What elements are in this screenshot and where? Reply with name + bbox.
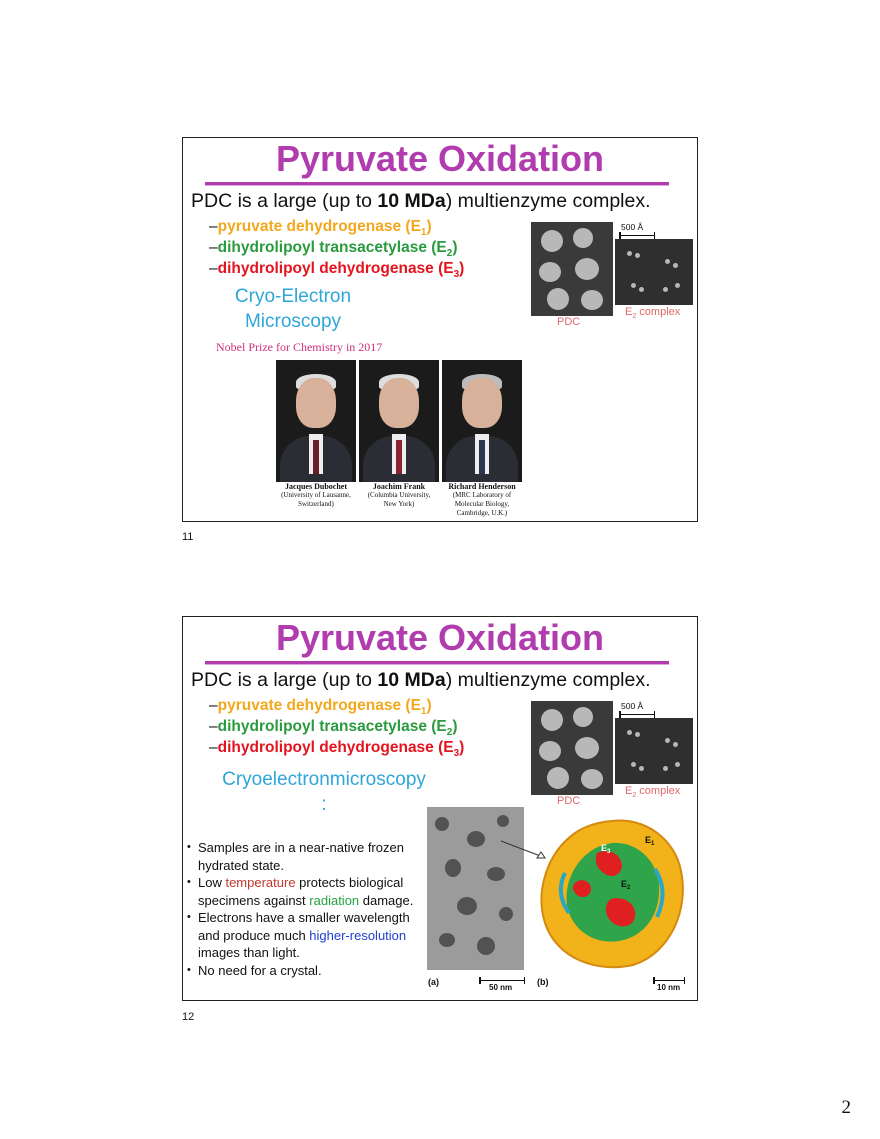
bullet-item xyxy=(187,962,432,980)
enzyme-e3-name: dihydrolipoyl dehydrogenase (E xyxy=(217,739,454,756)
title-underline xyxy=(205,182,669,186)
laureate-affiliation: (Columbia University, xyxy=(367,491,431,499)
enzyme-e3-name: dihydrolipoyl dehydrogenase (E xyxy=(217,260,454,277)
bullet-text: Samples are in a near-native frozen hydrated state. xyxy=(198,840,404,873)
enzyme-e3: –dihydrolipoyl dehydrogenase $(E_3)$ xyxy=(209,739,465,760)
intro-text xyxy=(191,669,651,692)
bullet-item xyxy=(187,909,432,962)
intro-bold: 10 MDa xyxy=(377,669,446,691)
pdc-micrograph xyxy=(531,222,613,316)
cryo-line2: Microscopy xyxy=(244,311,342,332)
enzyme-e1: –pyruvate dehydrogenase $(E_1)$ xyxy=(209,697,432,718)
slide-title: Pyruvate Oxidation xyxy=(275,617,605,658)
e2-label-post: complex xyxy=(636,785,681,797)
laureate-affiliation: (MRC Laboratory of xyxy=(452,491,512,499)
enzyme-e3-close: ) xyxy=(459,260,465,277)
laureate-affiliation: Molecular Biology, xyxy=(454,500,510,508)
pdc-micrograph xyxy=(531,701,613,795)
bullet-highlight: temperature xyxy=(225,875,296,890)
e2-label-sub: 2 xyxy=(632,792,637,800)
cryo-em-micrograph xyxy=(427,807,524,970)
slide-11-number: 11 xyxy=(182,531,194,543)
figure-b-label: (b) xyxy=(537,977,549,987)
enzyme-e2-close: ) xyxy=(452,718,458,735)
enzyme-e2-sub: 2 xyxy=(446,727,453,739)
cryo-heading xyxy=(213,767,435,817)
e2-complex-micrograph xyxy=(615,239,693,305)
slide-title: Pyruvate Oxidation xyxy=(275,138,605,179)
enzyme-e2-name: dihydrolipoyl transacetylase (E xyxy=(217,718,447,735)
bullet-highlight: radiation xyxy=(309,892,360,908)
enzyme-e3-close: ) xyxy=(459,739,465,756)
laureate-name: Jacques Dubochet xyxy=(284,482,347,491)
e2-complex-label xyxy=(625,306,680,320)
laureate-1 xyxy=(276,482,356,509)
laureate-2 xyxy=(359,482,439,509)
pdc-label: PDC xyxy=(557,316,581,328)
laureate-affiliation: Switzerland) xyxy=(298,500,334,508)
e2-label-post: complex xyxy=(636,306,681,318)
e2-label-pre: E xyxy=(625,306,633,318)
e2-label-pre: E xyxy=(625,785,633,797)
scale-b-label: 10 nm xyxy=(657,983,681,992)
slide-11 xyxy=(182,137,698,522)
e2-complex-label xyxy=(625,785,680,799)
figure-a-label: (a) xyxy=(428,977,439,987)
enzyme-e1-close: ) xyxy=(426,218,432,235)
slide-12 xyxy=(182,616,698,1001)
page-number: 2 xyxy=(841,1097,851,1118)
model-e1-label: $E_1$ xyxy=(645,835,655,847)
laureate-affiliation: New York) xyxy=(383,500,415,508)
enzyme-e3-sub: 3 xyxy=(453,269,460,281)
intro-pre: PDC is a large (up to xyxy=(191,669,378,691)
portrait-henderson xyxy=(442,360,522,482)
bullet-text: images than light. xyxy=(198,945,300,960)
bullet-text: damage. xyxy=(359,892,414,908)
bullet-item xyxy=(187,839,432,874)
enzyme-e1-sub: 1 xyxy=(420,706,427,718)
scale-label: 500 Å xyxy=(621,222,644,232)
scale-a-label: 50 nm xyxy=(489,983,513,992)
bullet-item xyxy=(187,874,432,909)
enzyme-e1-sub: 1 xyxy=(420,227,427,239)
bullet-text: Electrons have a smaller wavelength and produce much xyxy=(198,910,410,943)
cryo-line1: Cryo-Electron xyxy=(234,286,352,307)
bullet-text: protects biological specimens against xyxy=(198,875,404,908)
laureate-name: Richard Henderson xyxy=(448,482,516,491)
title-underline xyxy=(205,661,669,665)
model-e2-label: $E_2$ xyxy=(621,879,631,891)
nobel-caption: Nobel Prize for Chemistry in 2017 xyxy=(216,340,383,354)
enzyme-e1-close: ) xyxy=(426,697,432,714)
scale-bar-a xyxy=(479,980,525,981)
portrait-frank xyxy=(359,360,439,482)
enzyme-e3-sub: 3 xyxy=(453,748,460,760)
laureate-affiliation: Cambridge, U.K.) xyxy=(456,509,508,517)
pdc-label: PDC xyxy=(557,795,581,807)
enzyme-e1-name: pyruvate dehydrogenase (E xyxy=(217,697,421,714)
enzyme-e2-sub: 2 xyxy=(446,248,453,260)
pdc-3d-model xyxy=(535,813,689,973)
enzyme-e2-close: ) xyxy=(452,239,458,256)
portrait-dubochet xyxy=(276,360,356,482)
slide-12-number: 12 xyxy=(182,1011,195,1023)
scale-label: 500 Å xyxy=(621,701,644,711)
enzyme-e2-name: dihydrolipoyl transacetylase (E xyxy=(217,239,447,256)
enzyme-e1: –pyruvate dehydrogenase $(E_1)$ xyxy=(209,218,432,239)
scale-bar-b xyxy=(653,980,685,981)
scale-bar xyxy=(619,235,655,236)
intro-post: ) multienzyme complex. xyxy=(445,669,651,691)
enzyme-e3: –dihydrolipoyl dehydrogenase $(E_3)$ xyxy=(209,260,465,281)
bullet-text: No need for a crystal. xyxy=(198,962,322,978)
model-e3-label: $E_3$ xyxy=(601,843,611,855)
bullet-list xyxy=(187,839,432,979)
cryo-line1: Cryoelectronmicroscopy xyxy=(222,769,426,790)
e2-complex-micrograph xyxy=(615,718,693,784)
laureate-3 xyxy=(442,482,522,518)
enzyme-e2: –dihydrolipoyl transacetylase $(E_2)$ xyxy=(209,718,458,739)
intro-post: ) multienzyme complex. xyxy=(445,190,651,212)
cryo-heading xyxy=(223,284,363,334)
scale-bar xyxy=(619,714,655,715)
intro-text xyxy=(191,190,651,213)
intro-bold: 10 MDa xyxy=(377,190,446,212)
cryo-line2: : xyxy=(321,794,327,815)
laureate-name: Joachim Frank xyxy=(372,482,426,491)
enzyme-e1-name: pyruvate dehydrogenase (E xyxy=(217,218,421,235)
enzyme-e2: –dihydrolipoyl transacetylase $(E_2)$ xyxy=(209,239,458,260)
bullet-highlight: higher-resolution xyxy=(309,927,407,943)
bullet-text: Low xyxy=(198,875,226,890)
intro-pre: PDC is a large (up to xyxy=(191,190,378,212)
laureate-affiliation: (University of Lausanne, xyxy=(281,491,351,499)
e2-label-sub: 2 xyxy=(632,313,637,321)
